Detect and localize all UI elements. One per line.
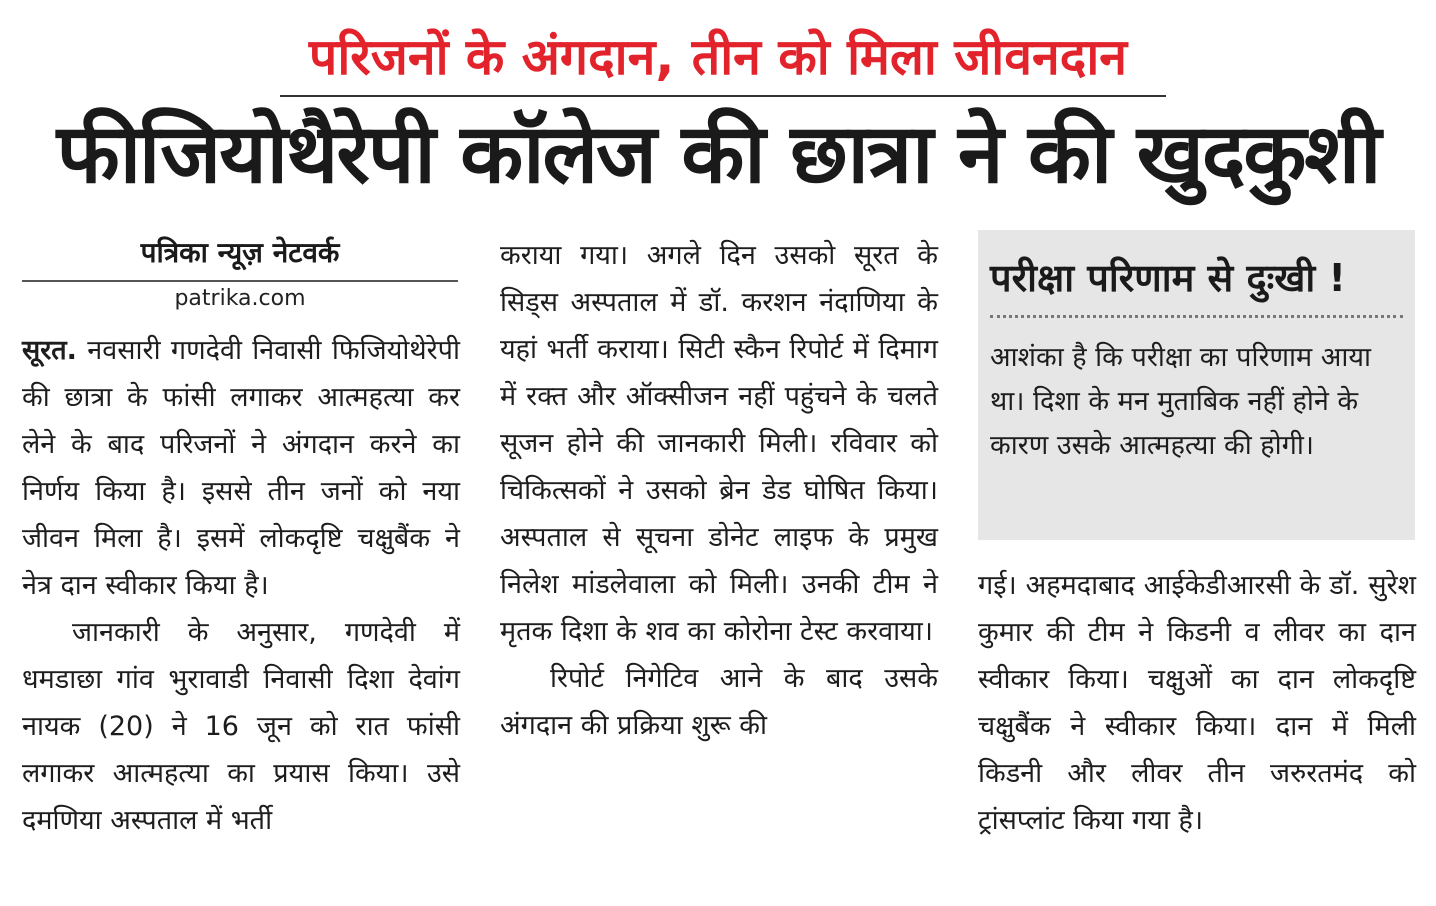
article-column-2 <box>500 232 938 749</box>
paragraph-intro-text: नवसारी गणदेवी निवासी फिजियोथेरेपी की छात्रा के फांसी लगाकर आत्महत्या कर लेने के बाद परिजनों ने अंगदान करने का निर्णय किया है। इससे तीन जनों को नया जीवन मिला है। इसमें लोकदृष्टि चक्षुबैंक ने नेत्र दान स्वीकार किया है। <box>22 335 460 601</box>
byline-divider <box>22 280 458 282</box>
dateline: सूरत. <box>22 335 77 366</box>
kicker-headline: परिजनों के अंगदान, तीन को मिला जीवनदान <box>308 28 1128 86</box>
byline-site: patrika.com <box>174 286 306 311</box>
article-column-3 <box>978 562 1416 844</box>
kicker-divider <box>280 95 1166 97</box>
paragraph-hospital: कराया गया। अगले दिन उसको सूरत के सिड्स अस्पताल में डॉ. करशन नंदाणिया के यहां भर्ती कराया। सिटी स्कैन रिपोर्ट में दिमाग में रक्त और ऑक्सीजन नहीं पहुंचने के चलते सूजन होने की जानकारी मिली। रविवार को चिकित्सकों ने उसको ब्रेन डेड घोषित किया। अस्पताल से सूचना डोनेट लाइफ के प्रमुख निलेश मांडलेवाला को मिली। उनकी टीम ने मृतक दिशा के शव का कोरोना टेस्ट करवाया। <box>500 240 938 647</box>
paragraph-donation: गई। अहमदाबाद आईकेडीआरसी के डॉ. सुरेश कुमार की टीम ने किडनी व लीवर का दान स्वीकार किया। चक्षुओं का दान लोकदृष्टि चक्षुबैंक ने स्वीकार किया। दान में मिली किडनी और लीवर तीन जरुरतमंद को ट्रांसप्लांट किया गया है। <box>978 570 1416 836</box>
byline-name: पत्रिका न्यूज़ नेटवर्क <box>140 236 340 269</box>
sidebar-title: परीक्षा परिणाम से दुःखी ! <box>990 256 1346 300</box>
paragraph-intro <box>22 327 460 609</box>
main-headline: फीजियोथैरेपी कॉलेज की छात्रा ने की खुदकुशी <box>56 107 1380 202</box>
paragraph-report: रिपोर्ट निगेटिव आने के बाद उसके अंगदान की प्रक्रिया शुरू की <box>500 663 938 741</box>
sidebar-divider <box>990 315 1403 318</box>
sidebar-box <box>978 230 1415 540</box>
sidebar-body: आशंका है कि परीक्षा का परिणाम आया था। दिशा के मन मुताबिक नहीं होने के कारण उसके आत्महत्या की होगी। <box>990 342 1371 461</box>
article-column-1 <box>22 327 460 844</box>
paragraph-details: जानकारी के अनुसार, गणदेवी में धमडाछा गांव भुरावाडी निवासी दिशा देवांग नायक (20) ने 16 जून को रात फांसी लगाकर आत्महत्या का प्रयास किया। उसे दमणिया अस्पताल में भर्ती <box>22 617 460 836</box>
